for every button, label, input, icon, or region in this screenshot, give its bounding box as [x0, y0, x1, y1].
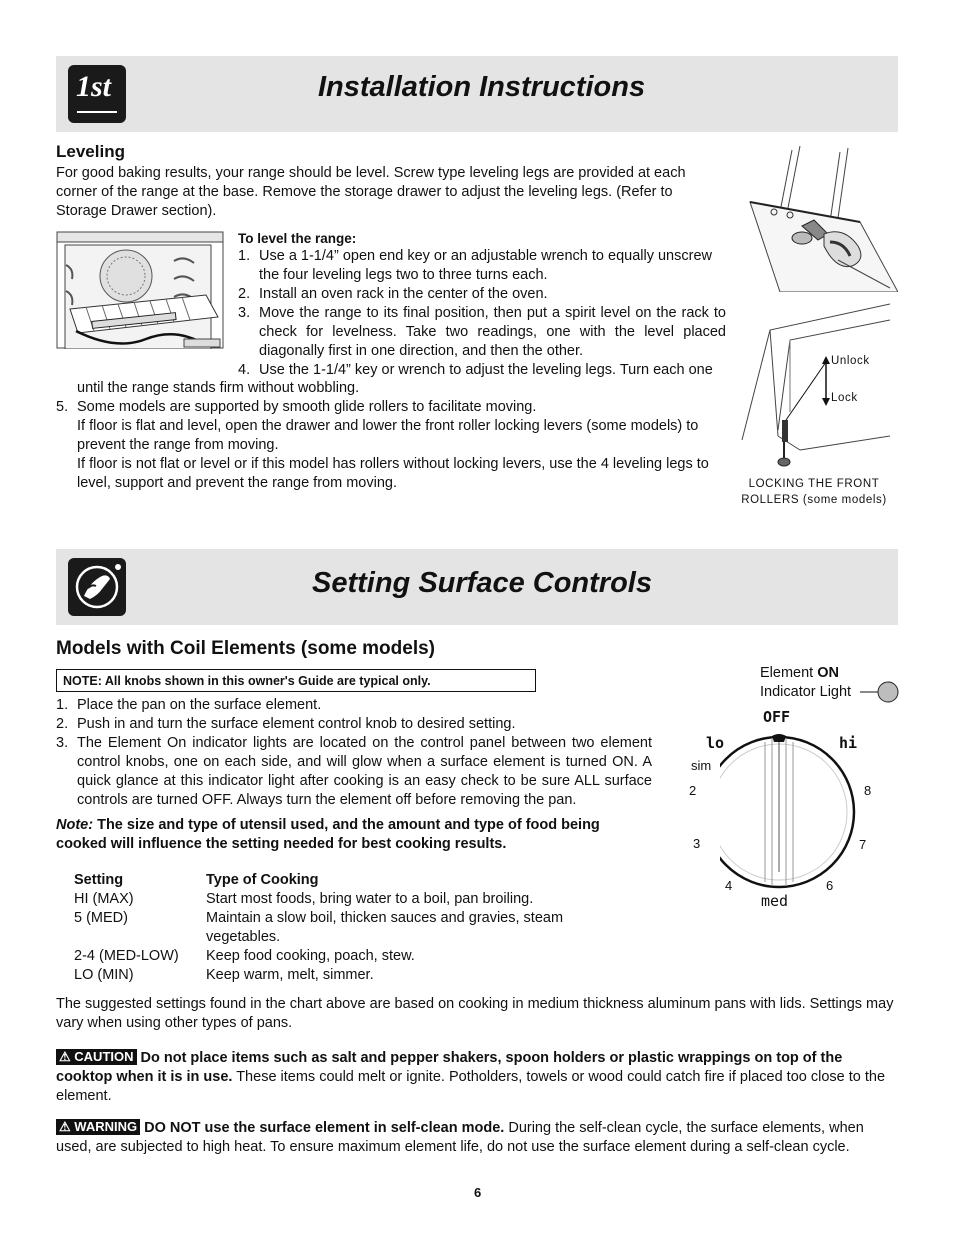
- knob-4-label: 4: [725, 878, 733, 893]
- surface-controls-title: Setting Surface Controls: [312, 567, 652, 599]
- list-item: 4. Use the 1-1/4” key or wrench to adjust the leveling legs. Turn each one: [238, 362, 713, 378]
- step4-continuation: until the range stands firm without wobbling.: [77, 380, 360, 396]
- suggested-settings-text: The suggested settings found in the chart above are based on cooking in medium thickness aluminum pans with lids. Settings may vary when using other types of pans.: [56, 996, 894, 1031]
- indicator-light-icon: [860, 680, 900, 704]
- installation-title: Installation Instructions: [318, 71, 646, 103]
- table-row: HI (MAX) Start most foods, bring water to a boil, pan broiling.: [74, 891, 534, 907]
- indicator-light-label: Element ON Indicator Light: [760, 665, 852, 700]
- page-number: 6: [474, 1185, 482, 1200]
- caution-badge: ⚠ CAUTION: [56, 1049, 137, 1065]
- leveling-heading: Leveling: [56, 142, 125, 161]
- table-header: Setting Type of Cooking: [74, 872, 319, 888]
- caution-paragraph: ⚠ CAUTION Do not place items such as salt and pepper shakers, spoon holders or plastic wrappings on top of the cooktop when it is in use. These items could melt or ignite. Potholders, towels or wood could catch fire if placed too close to the element.: [56, 1049, 886, 1104]
- table-row: LO (MIN) Keep warm, melt, simmer.: [74, 967, 374, 983]
- leveling-intro: For good baking results, your range should be level. Screw type leveling legs are provided at each corner of the range at the base. Remove the storage drawer to adjust the leveling legs. (Refer to Storage Drawer section).: [56, 165, 686, 219]
- surface-controls-banner: [56, 549, 898, 625]
- knob-med-label: med: [761, 892, 789, 910]
- level-range-subheading: To level the range:: [238, 231, 357, 246]
- knob-sim-label: sim: [691, 758, 712, 773]
- unlock-label: Unlock: [831, 355, 870, 367]
- utensil-note: Note: The size and type of utensil used, and the amount and type of food being cooked will influence the setting needed for best cooking results.: [56, 817, 600, 852]
- knob-hi-label: hi: [839, 734, 858, 752]
- note-box: NOTE: All knobs shown in this owner's Guide are typical only.: [56, 669, 536, 692]
- hand-knob-icon: [68, 558, 126, 616]
- list-item: 2. Push in and turn the surface element control knob to desired setting.: [56, 716, 516, 732]
- oven-rack-illustration: [56, 231, 224, 349]
- settings-table: [74, 871, 634, 985]
- leveling-leg-illustration: [740, 142, 898, 292]
- surface-steps: [56, 696, 652, 810]
- first-step-icon-label: 1st: [76, 70, 112, 103]
- leveling-step-5: 5. Some models are supported by smooth glide rollers to facilitate moving. If floor is flat and level, open the drawer and lower the front roller locking levers (some models) to prevent the range from moving. If floor is not flat or level or if this model has rollers without locking levers, use the 4 leveling legs to level, support and prevent the range from moving.: [56, 399, 709, 491]
- table-row: 5 (MED) Maintain a slow boil, thicken sauces and gravies, steam vegetables.: [74, 910, 564, 945]
- knob-2-label: 2: [689, 783, 697, 798]
- coil-elements-heading: Models with Coil Elements (some models): [56, 638, 436, 659]
- knob-8-label: 8: [864, 783, 872, 798]
- list-item: 3. Move the range to its final position, then put a spirit level on the rack to check for levelness. Take two readings, one with the level placed diagonally first in one direction, and then the other.: [238, 305, 726, 359]
- list-item: 1. Use a 1-1/4” open end key or an adjustable wrench to equally unscrew the four leveling legs two to three turns each.: [238, 248, 712, 283]
- table-row: 2-4 (MED-LOW) Keep food cooking, poach, stew.: [74, 948, 415, 964]
- roller-lock-illustration: [740, 300, 890, 470]
- installation-banner: [56, 56, 898, 132]
- leveling-steps: [238, 247, 726, 380]
- knob-lo-label: lo: [706, 734, 725, 752]
- first-step-icon: [68, 65, 126, 123]
- list-item: 2. Install an oven rack in the center of the oven.: [238, 286, 548, 302]
- warning-paragraph: ⚠ WARNING DO NOT use the surface element in self-clean mode. During the self-clean cycle, the surface elements, when used, are subjected to high heat. To ensure maximum element life, do not use the surface element during a self-clean cycle.: [56, 1119, 864, 1155]
- list-item: 3. The Element On indicator lights are located on the control panel between two element control knobs, one on each side, and will glow when a surface element is turned ON. A quick glance at this indicator light after cooking is an easy check to be sure ALL surface controls are turned OFF. Always turn the element off before removing the pan.: [56, 735, 652, 808]
- knob-3-label: 3: [693, 836, 701, 851]
- knob-off-label: OFF: [763, 708, 791, 726]
- roller-caption: LOCKING THE FRONT ROLLERS (some models): [741, 478, 887, 506]
- knob-6-label: 6: [826, 878, 834, 893]
- lock-label: Lock: [831, 392, 858, 404]
- knob-7-label: 7: [859, 837, 867, 852]
- list-item: 1. Place the pan on the surface element.: [56, 697, 322, 713]
- warning-badge: ⚠ WARNING: [56, 1119, 140, 1135]
